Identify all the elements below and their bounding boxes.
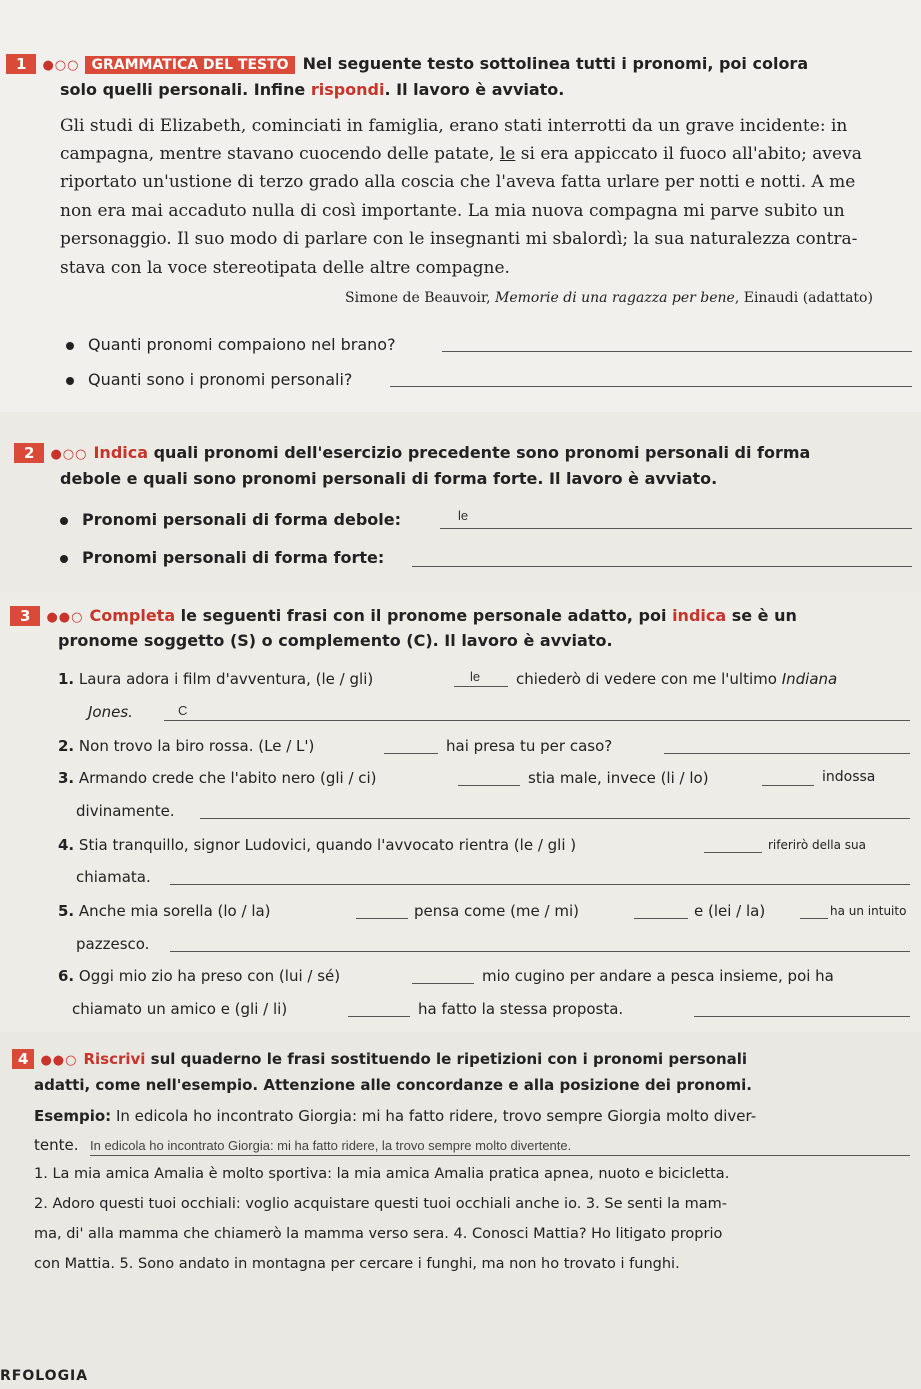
ex3-s6-blank-2[interactable] bbox=[348, 1016, 410, 1017]
ex3-s3-blank-2[interactable] bbox=[762, 785, 814, 786]
ex2-answer-line-1[interactable] bbox=[440, 528, 912, 529]
ex4-example-answer-line bbox=[90, 1155, 910, 1156]
ex3-sentence-4: 4. Stia tranquillo, signor Ludovici, quando l'avvocato rientra (le / gli ) bbox=[58, 836, 577, 854]
underlined-pronoun: le bbox=[499, 144, 516, 164]
ex3-s1-type-line[interactable] bbox=[164, 720, 910, 721]
ex3-sentence-6-c: chiamato un amico e (gli / li) bbox=[72, 1000, 288, 1018]
ex3-sentence-5: 5. Anche mia sorella (lo / la) bbox=[58, 902, 271, 920]
ex3-instruction-b: pronome soggetto (S) o complemento (C). Il lavoro è avviato. bbox=[58, 631, 613, 650]
ex3-s2-type-line[interactable] bbox=[664, 753, 910, 754]
ex2-number: 2 bbox=[14, 443, 44, 463]
ex4-line-1: 1. La mia amica Amalia è molto sportiva: la mia amica Amalia pratica apnea, nuoto e bicicletta. bbox=[34, 1166, 730, 1182]
ex2-heading: 2 ●○○ Indica quali pronomi dell'esercizio precedente sono pronomi personali di forma bbox=[14, 443, 810, 463]
ex1-instruction-a: Nel seguente testo sottolinea tutti i pronomi, poi colora bbox=[302, 54, 809, 73]
ex3-s3-blank-1[interactable] bbox=[458, 785, 520, 786]
ex3-difficulty-dots: ●●○ bbox=[46, 610, 84, 625]
ex3-sentence-5-line2: pazzesco. bbox=[76, 935, 150, 953]
ex1-difficulty-dots: ●○○ bbox=[42, 58, 80, 73]
ex3-s4-type-line[interactable] bbox=[170, 884, 910, 885]
ex3-s5-type-line[interactable] bbox=[170, 951, 910, 952]
ex4-line-3: ma, di' alla mamma che chiamerò la mamma verso sera. 4. Conosci Mattia? Ho litigato proprio bbox=[34, 1226, 723, 1242]
ex3-sentence-3-line2: divinamente. bbox=[76, 802, 175, 820]
bullet-icon bbox=[66, 377, 74, 385]
ex1-tag: GRAMMATICA DEL TESTO bbox=[85, 56, 294, 74]
ex2-answer-line-2[interactable] bbox=[412, 566, 912, 567]
ex3-s5-blank-3[interactable] bbox=[800, 918, 828, 919]
ex1-number: 1 bbox=[6, 54, 36, 74]
ex3-sentence-6-b: mio cugino per andare a pesca insieme, poi ha bbox=[482, 967, 834, 985]
ex3-number: 3 bbox=[10, 606, 40, 626]
bullet-icon bbox=[60, 555, 68, 563]
ex3-s1-type-answer: C bbox=[178, 703, 188, 718]
ex3-sentence-3: 3. Armando crede che l'abito nero (gli / ci) bbox=[58, 769, 377, 787]
ex3-s6-type-line[interactable] bbox=[694, 1016, 910, 1017]
ex3-s5-blank-1[interactable] bbox=[356, 918, 408, 919]
ex3-s5-blank-2[interactable] bbox=[634, 918, 688, 919]
ex3-sentence-4-line2: chiamata. bbox=[76, 868, 151, 886]
ex1-answer-line-1[interactable] bbox=[442, 351, 912, 352]
ex3-sentence-5-c: e (lei / la) bbox=[694, 902, 766, 920]
ex4-heading: 4 ●●○ Riscrivi sul quaderno le frasi sostituendo le ripetizioni con i pronomi personali bbox=[12, 1049, 747, 1069]
ex2-difficulty-dots: ●○○ bbox=[50, 447, 88, 462]
ex3-sentence-4-end: riferirò della sua bbox=[768, 838, 867, 852]
ex1-question-2: Quanti sono i pronomi personali? bbox=[66, 370, 352, 389]
ex1-text-line-6: stava con la voce stereotipata delle altre compagne. bbox=[60, 258, 510, 278]
ex3-sentence-6: 6. Oggi mio zio ha preso con (lui / sé) bbox=[58, 967, 341, 985]
ex1-text-line-2: campagna, mentre stavano cuocendo delle patate, le si era appiccato il fuoco all'abito; aveva bbox=[60, 144, 862, 164]
ex3-s3-type-line[interactable] bbox=[200, 818, 910, 819]
ex3-s6-blank-1[interactable] bbox=[412, 983, 474, 984]
ex3-sentence-5-b: pensa come (me / mi) bbox=[414, 902, 579, 920]
ex1-answer-line-2[interactable] bbox=[390, 386, 912, 387]
ex3-s2-blank[interactable] bbox=[384, 753, 438, 754]
ex1-instruction-b: solo quelli personali. Infine rispondi. Il lavoro è avviato. bbox=[60, 80, 565, 99]
ex1-text-line-5: personaggio. Il suo modo di parlare con le insegnanti mi sbalordì; la sua naturalezza contra- bbox=[60, 229, 858, 249]
ex2-question-1: Pronomi personali di forma debole: bbox=[60, 510, 401, 529]
ex3-s1-blank[interactable] bbox=[454, 686, 508, 687]
ex3-sentence-3-end: indossa bbox=[822, 769, 876, 785]
ex3-sentence-1-cont: chiederò di vedere con me l'ultimo Indiana bbox=[516, 670, 838, 688]
ex4-line-4: con Mattia. 5. Sono andato in montagna per cercare i funghi, ma non ho trovato i funghi. bbox=[34, 1256, 680, 1272]
ex3-heading: 3 ●●○ Completa le seguenti frasi con il pronome personale adatto, poi indica se è un bbox=[10, 606, 797, 626]
ex2-answer-1: le bbox=[458, 508, 469, 523]
ex1-question-1: Quanti pronomi compaiono nel brano? bbox=[66, 335, 396, 354]
ex4-difficulty-dots: ●●○ bbox=[40, 1053, 78, 1068]
ex2-question-2: Pronomi personali di forma forte: bbox=[60, 548, 384, 567]
ex4-number: 4 bbox=[12, 1049, 34, 1069]
ex1-text-line-3: riportato un'ustione di terzo grado alla coscia che l'aveva fatta urlare per notti e notti. A me bbox=[60, 172, 856, 192]
ex1-heading bbox=[6, 54, 808, 74]
ex3-sentence-3-cont: stia male, invece (li / lo) bbox=[528, 769, 709, 787]
ex3-sentence-2: 2. Non trovo la biro rossa. (Le / L') bbox=[58, 737, 315, 755]
ex4-example-answer: In edicola ho incontrato Giorgia: mi ha fatto ridere, la trovo sempre molto divertente. bbox=[90, 1138, 572, 1153]
ex2-instruction-b: debole e quali sono pronomi personali di forma forte. Il lavoro è avviato. bbox=[60, 469, 718, 488]
ex4-example: Esempio: In edicola ho incontrato Giorgia: mi ha fatto ridere, trovo sempre Giorgia molto diver- bbox=[34, 1107, 757, 1125]
ex1-source: Simone de Beauvoir, Memorie di una ragazza per bene, Einaudi (adattato) bbox=[345, 290, 873, 306]
footer-section-label: RFOLOGIA bbox=[0, 1368, 89, 1384]
ex3-s4-blank[interactable] bbox=[704, 852, 762, 853]
ex1-text-line-4: non era mai accaduto nulla di così importante. La mia nuova compagna mi parve subito un bbox=[60, 201, 845, 221]
ex3-sentence-1-jones: Jones. bbox=[88, 703, 133, 721]
ex3-sentence-1: 1. Laura adora i film d'avventura, (le / gli) bbox=[58, 670, 374, 688]
ex4-instruction-b: adatti, come nell'esempio. Attenzione alle concordanze e alla posizione dei pronomi. bbox=[34, 1076, 753, 1094]
ex4-line-2: 2. Adoro questi tuoi occhiali: voglio acquistare questi tuoi occhiali anche io. 3. Se senti la mam- bbox=[34, 1196, 727, 1212]
ex3-sentence-6-d: ha fatto la stessa proposta. bbox=[418, 1000, 624, 1018]
bullet-icon bbox=[66, 342, 74, 350]
ex4-example-end: tente. bbox=[34, 1136, 79, 1154]
ex3-sentence-5-d: ha un intuito bbox=[830, 904, 907, 918]
ex1-text-line-1: Gli studi di Elizabeth, cominciati in famiglia, erano stati interrotti da un grave incidente: in bbox=[60, 116, 848, 136]
bullet-icon bbox=[60, 517, 68, 525]
ex3-sentence-2-cont: hai presa tu per caso? bbox=[446, 737, 613, 755]
ex3-s1-answer: le bbox=[470, 669, 481, 684]
